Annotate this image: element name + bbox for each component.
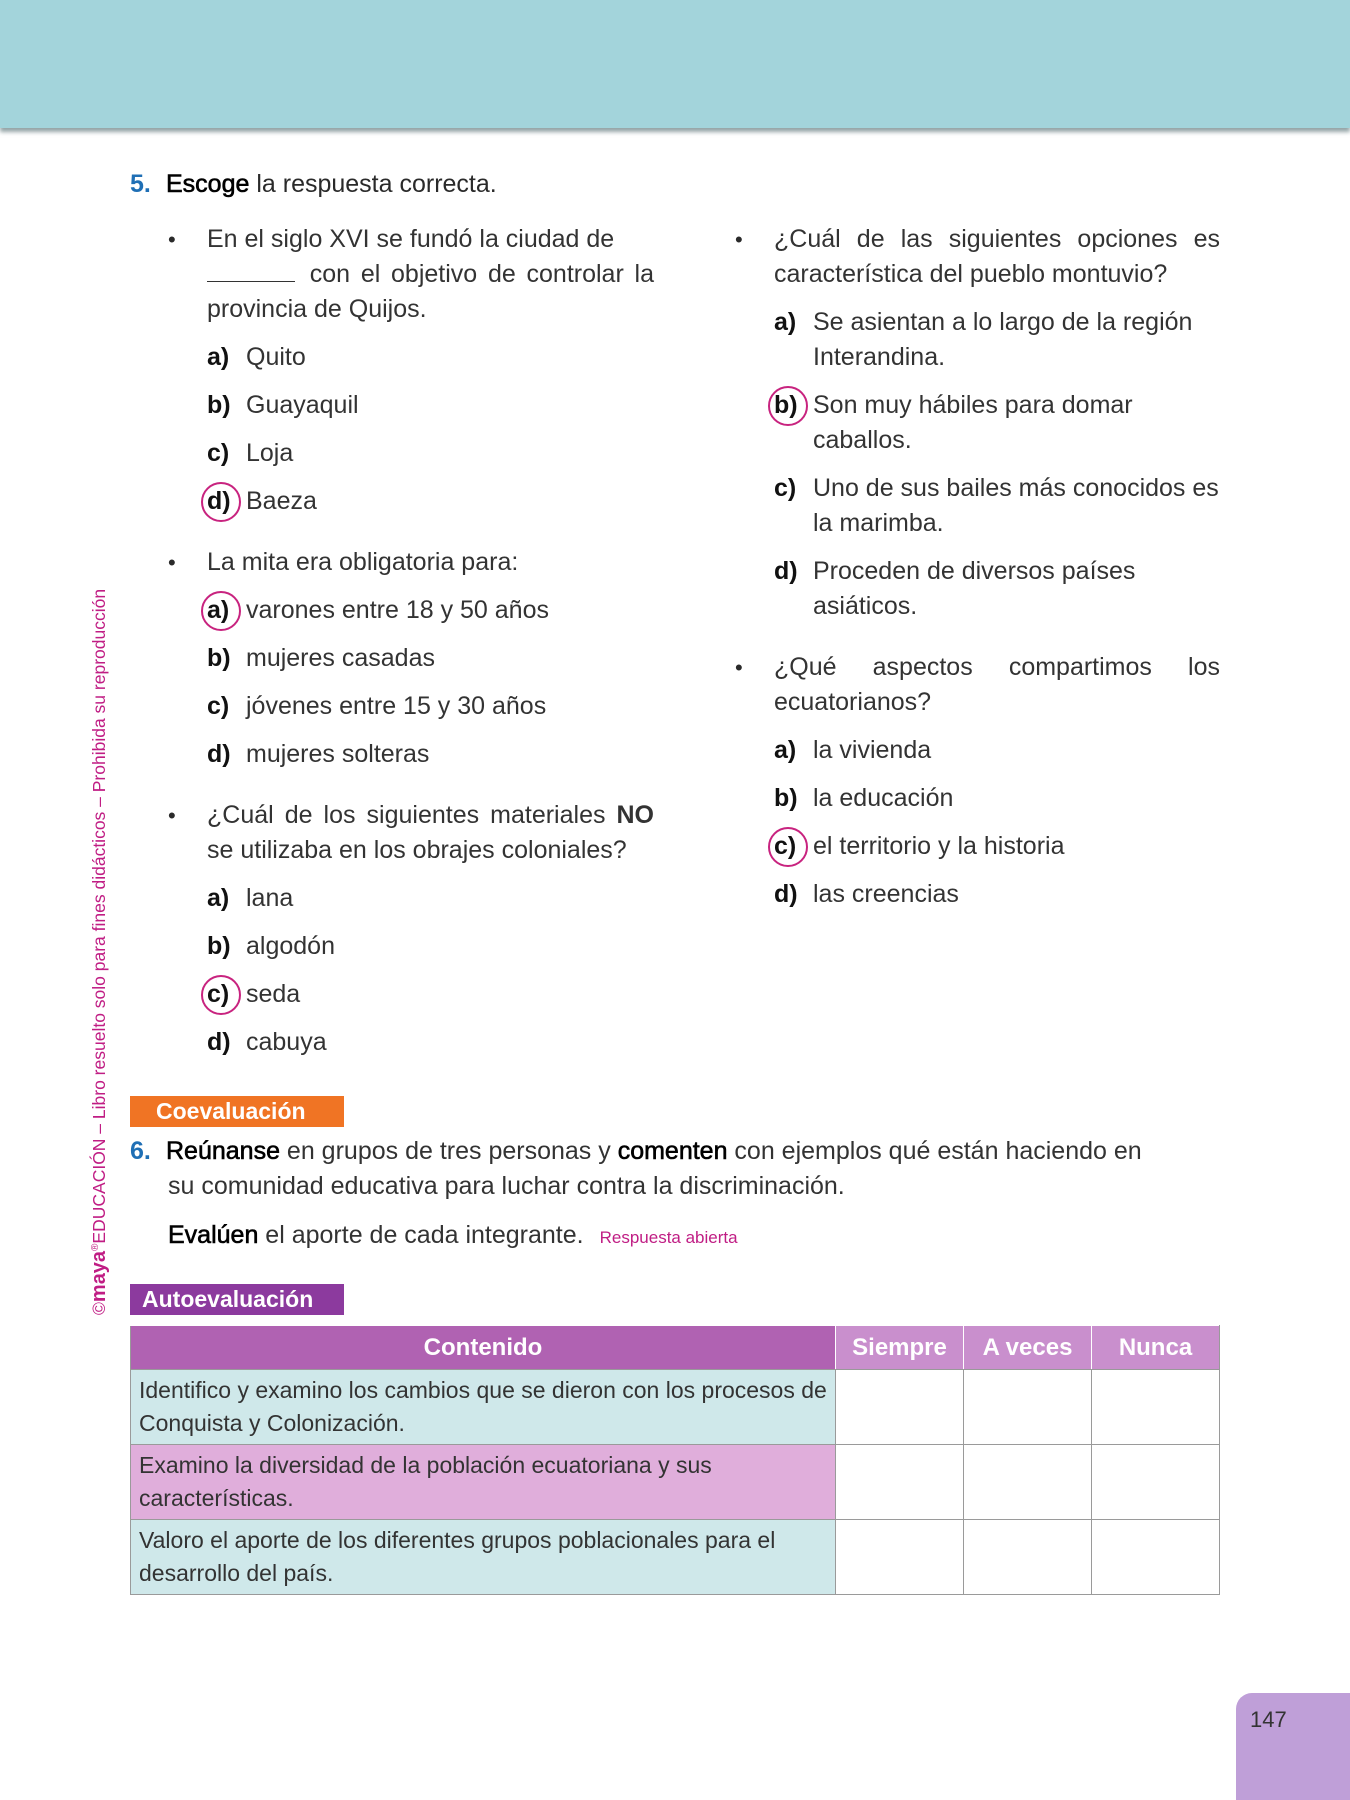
- exercise-6: 6. Reúnanse en grupos de tres personas y comenten con ejemplos qué están haciendo en su comunidad educativa para luchar contra la discriminación. Evalúen el aporte de cada integrante. Respuesta abierta: [130, 1137, 1142, 1249]
- copyright-side-note: ©maya®EDUCACIÓN – Libro resuelto solo para fines didácticos – Prohibida su reproducción: [88, 588, 110, 1315]
- cell-a-veces[interactable]: [964, 1520, 1092, 1595]
- table-row: Examino la diversidad de la población ecuatoriana y sus características.: [131, 1445, 1220, 1520]
- option-q5-c-selected: c) el territorio y la historia: [774, 829, 1220, 864]
- header-contenido: Contenido: [131, 1326, 836, 1370]
- cell-siempre[interactable]: [836, 1370, 964, 1445]
- coevaluacion-tag: Coevaluación: [130, 1096, 344, 1127]
- option-q1-a: a) Quito: [207, 343, 306, 371]
- option-q1-c: c) Loja: [207, 439, 294, 467]
- option-q1-b: b) Guayaquil: [207, 391, 359, 419]
- autoevaluacion-tag: Autoevaluación: [130, 1284, 344, 1315]
- right-column: [735, 222, 1220, 930]
- page-number: 147: [1236, 1693, 1350, 1800]
- option-q2-c: c) jóvenes entre 15 y 30 años: [207, 692, 547, 720]
- question-5: • ¿Qué aspectos compartimos los ecuatorianos? a) la vivienda b) la educación c) el territorio y la historia d) las creencias: [735, 650, 1220, 912]
- cell-siempre[interactable]: [836, 1445, 964, 1520]
- option-q2-d: d) mujeres solteras: [207, 740, 430, 768]
- cell-nunca[interactable]: [1092, 1370, 1220, 1445]
- option-q2-b: b) mujeres casadas: [207, 644, 435, 672]
- option-q4-a: a) Se asientan a lo largo de la región Interandina.: [774, 308, 1193, 371]
- cell-siempre[interactable]: [836, 1520, 964, 1595]
- cell-a-veces[interactable]: [964, 1370, 1092, 1445]
- option-q5-d: d) las creencias: [774, 880, 959, 908]
- option-q3-b: b) algodón: [207, 932, 335, 960]
- left-column: [168, 222, 654, 1078]
- table-row: Identifico y examino los cambios que se dieron con los procesos de Conquista y Colonización.: [131, 1370, 1220, 1445]
- option-q4-b-selected: b) Son muy hábiles para domar caballos.: [774, 388, 1220, 458]
- self-evaluation-table: [130, 1325, 1220, 1595]
- option-q3-d: d) cabuya: [207, 1028, 327, 1056]
- header-siempre: Siempre: [836, 1326, 964, 1370]
- cell-a-veces[interactable]: [964, 1445, 1092, 1520]
- option-q3-c-selected: c) seda: [207, 977, 654, 1012]
- answer-note: Respuesta abierta: [599, 1228, 738, 1247]
- question-1: • En el siglo XVI se fundó la ciudad de con el objetivo de controlar la provincia de Quijos. a) Quito b) Guayaquil c) Loja d) Baeza: [168, 222, 654, 519]
- brand-logo-text: maya: [88, 1250, 110, 1303]
- header-a-veces: A veces: [964, 1326, 1092, 1370]
- header-band: [0, 0, 1350, 128]
- option-q2-a-selected: a) varones entre 18 y 50 años: [207, 593, 654, 628]
- option-q5-a: a) la vivienda: [774, 736, 932, 764]
- table-row: Valoro el aporte de los diferentes grupos poblacionales para el desarrollo del país.: [131, 1520, 1220, 1595]
- option-q5-b: b) la educación: [774, 784, 954, 812]
- option-q4-c: c) Uno de sus bailes más conocidos es la marimba.: [774, 474, 1219, 537]
- exercise-5-title: 5. Escoge la respuesta correcta.: [130, 170, 497, 198]
- header-nunca: Nunca: [1092, 1326, 1220, 1370]
- fill-blank: [207, 258, 295, 282]
- question-2: • La mita era obligatoria para: a) varones entre 18 y 50 años b) mujeres casadas c) jóvenes entre 15 y 30 años d) mujeres solteras: [168, 545, 654, 772]
- option-q3-a: a) lana: [207, 884, 294, 912]
- cell-nunca[interactable]: [1092, 1520, 1220, 1595]
- option-q4-d: d) Proceden de diversos países asiáticos.: [774, 557, 1136, 620]
- option-q1-d-selected: d) Baeza: [207, 484, 654, 519]
- question-4: • ¿Cuál de las siguientes opciones es característica del pueblo montuvio? a) Se asientan a lo largo de la región Interandina. b) Son muy hábiles para domar caballos. c) Uno de sus bailes más conocidos es la marimba. d) Proceden de diversos países asiáticos.: [735, 222, 1220, 624]
- cell-nunca[interactable]: [1092, 1445, 1220, 1520]
- question-3: • ¿Cuál de los siguientes materiales NO se utilizaba en los obrajes coloniales? a) lana b) algodón c) seda d) cabuya: [168, 798, 654, 1060]
